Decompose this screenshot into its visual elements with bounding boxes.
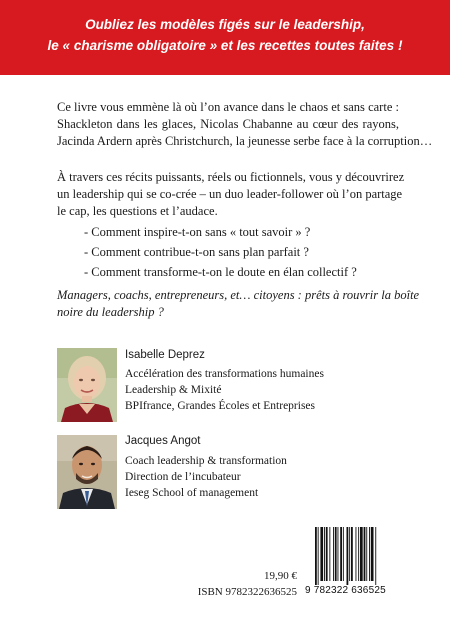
barcode-bar	[340, 527, 342, 581]
barcode-bar	[358, 527, 359, 581]
author-role: Accélération des transformations humaines	[125, 368, 324, 380]
barcode-bar	[335, 527, 337, 581]
questions-list	[84, 222, 357, 282]
barcode-bar	[364, 527, 366, 581]
barcode-bar	[338, 527, 339, 581]
price-label: 19,90 €	[264, 570, 297, 582]
barcode-bar	[318, 527, 319, 585]
author-name: Jacques Angot	[125, 435, 201, 447]
intro-paragraph	[57, 99, 433, 150]
intro-line: Ce livre vous emmène là où l’on avance dans le chaos et sans carte :	[57, 100, 399, 114]
intro-line: Jacinda Ardern après Christchurch, la jeunesse serbe face à la corruption…	[57, 134, 433, 148]
woman-portrait-icon	[57, 348, 117, 422]
barcode-bar	[324, 527, 325, 581]
header-banner	[0, 0, 450, 75]
question-item: - Comment contribue-t-on sans plan parfait ?	[84, 245, 309, 259]
man-portrait-icon	[57, 435, 117, 509]
body-line: À travers ces récits puissants, réels ou fictionnels, vous y découvrirez	[57, 170, 405, 184]
barcode-bar	[366, 527, 367, 581]
author-role: Direction de l’incubateur	[125, 471, 241, 483]
barcode-bar	[329, 527, 330, 581]
barcode-bar	[375, 527, 376, 585]
barcode-bar	[349, 527, 350, 581]
question-item: - Comment transforme-t-on le doute en élan collectif ?	[84, 265, 357, 279]
body-paragraph	[57, 169, 405, 220]
author-role: Ieseg School of management	[125, 487, 259, 499]
closing-line: Managers, coachs, entrepreneurs, et… citoyens : prêts à rouvrir la boîte	[57, 288, 420, 302]
question-item: - Comment inspire-t-on sans « tout savoir » ?	[84, 225, 311, 239]
barcode-icon	[313, 527, 401, 585]
barcode-bar	[333, 527, 334, 581]
barcode-bar	[360, 527, 363, 581]
barcode-bar	[351, 527, 353, 581]
author-role: BPIfrance, Grandes Écoles et Entreprises	[125, 400, 315, 412]
isbn-label: ISBN 9782322636525	[197, 586, 297, 598]
barcode-bar	[320, 527, 323, 581]
author-role: Coach leadership & transformation	[125, 455, 287, 467]
barcode-bar	[347, 527, 349, 585]
author-photo-isabelle-deprez	[57, 348, 117, 422]
closing-line: noire du leadership ?	[57, 305, 164, 319]
barcode-bar	[356, 527, 357, 581]
body-line: un leadership qui se co-crée – un duo leader-follower où l’on partage	[57, 187, 403, 201]
barcode-bar	[315, 527, 317, 585]
closing-question	[57, 287, 420, 321]
author-role: Leadership & Mixité	[125, 384, 222, 396]
barcode-bar	[369, 527, 370, 581]
barcode-bar	[371, 527, 374, 581]
barcode-digits: 9 782322 636525	[305, 585, 386, 596]
barcode-bar	[343, 527, 344, 581]
author-photo-jacques-angot	[57, 435, 117, 509]
banner-tagline-line-2: le « charisme obligatoire » et les recettes toutes faites !	[47, 38, 403, 53]
barcode-bar	[326, 527, 328, 581]
banner-tagline-line-1: Oubliez les modèles figés sur le leadership,	[85, 17, 365, 32]
intro-line: Shackleton dans les glaces, Nicolas Chabanne au cœur des rayons,	[57, 117, 399, 131]
body-line: le cap, les questions et l’audace.	[57, 204, 218, 218]
author-name: Isabelle Deprez	[125, 349, 205, 361]
